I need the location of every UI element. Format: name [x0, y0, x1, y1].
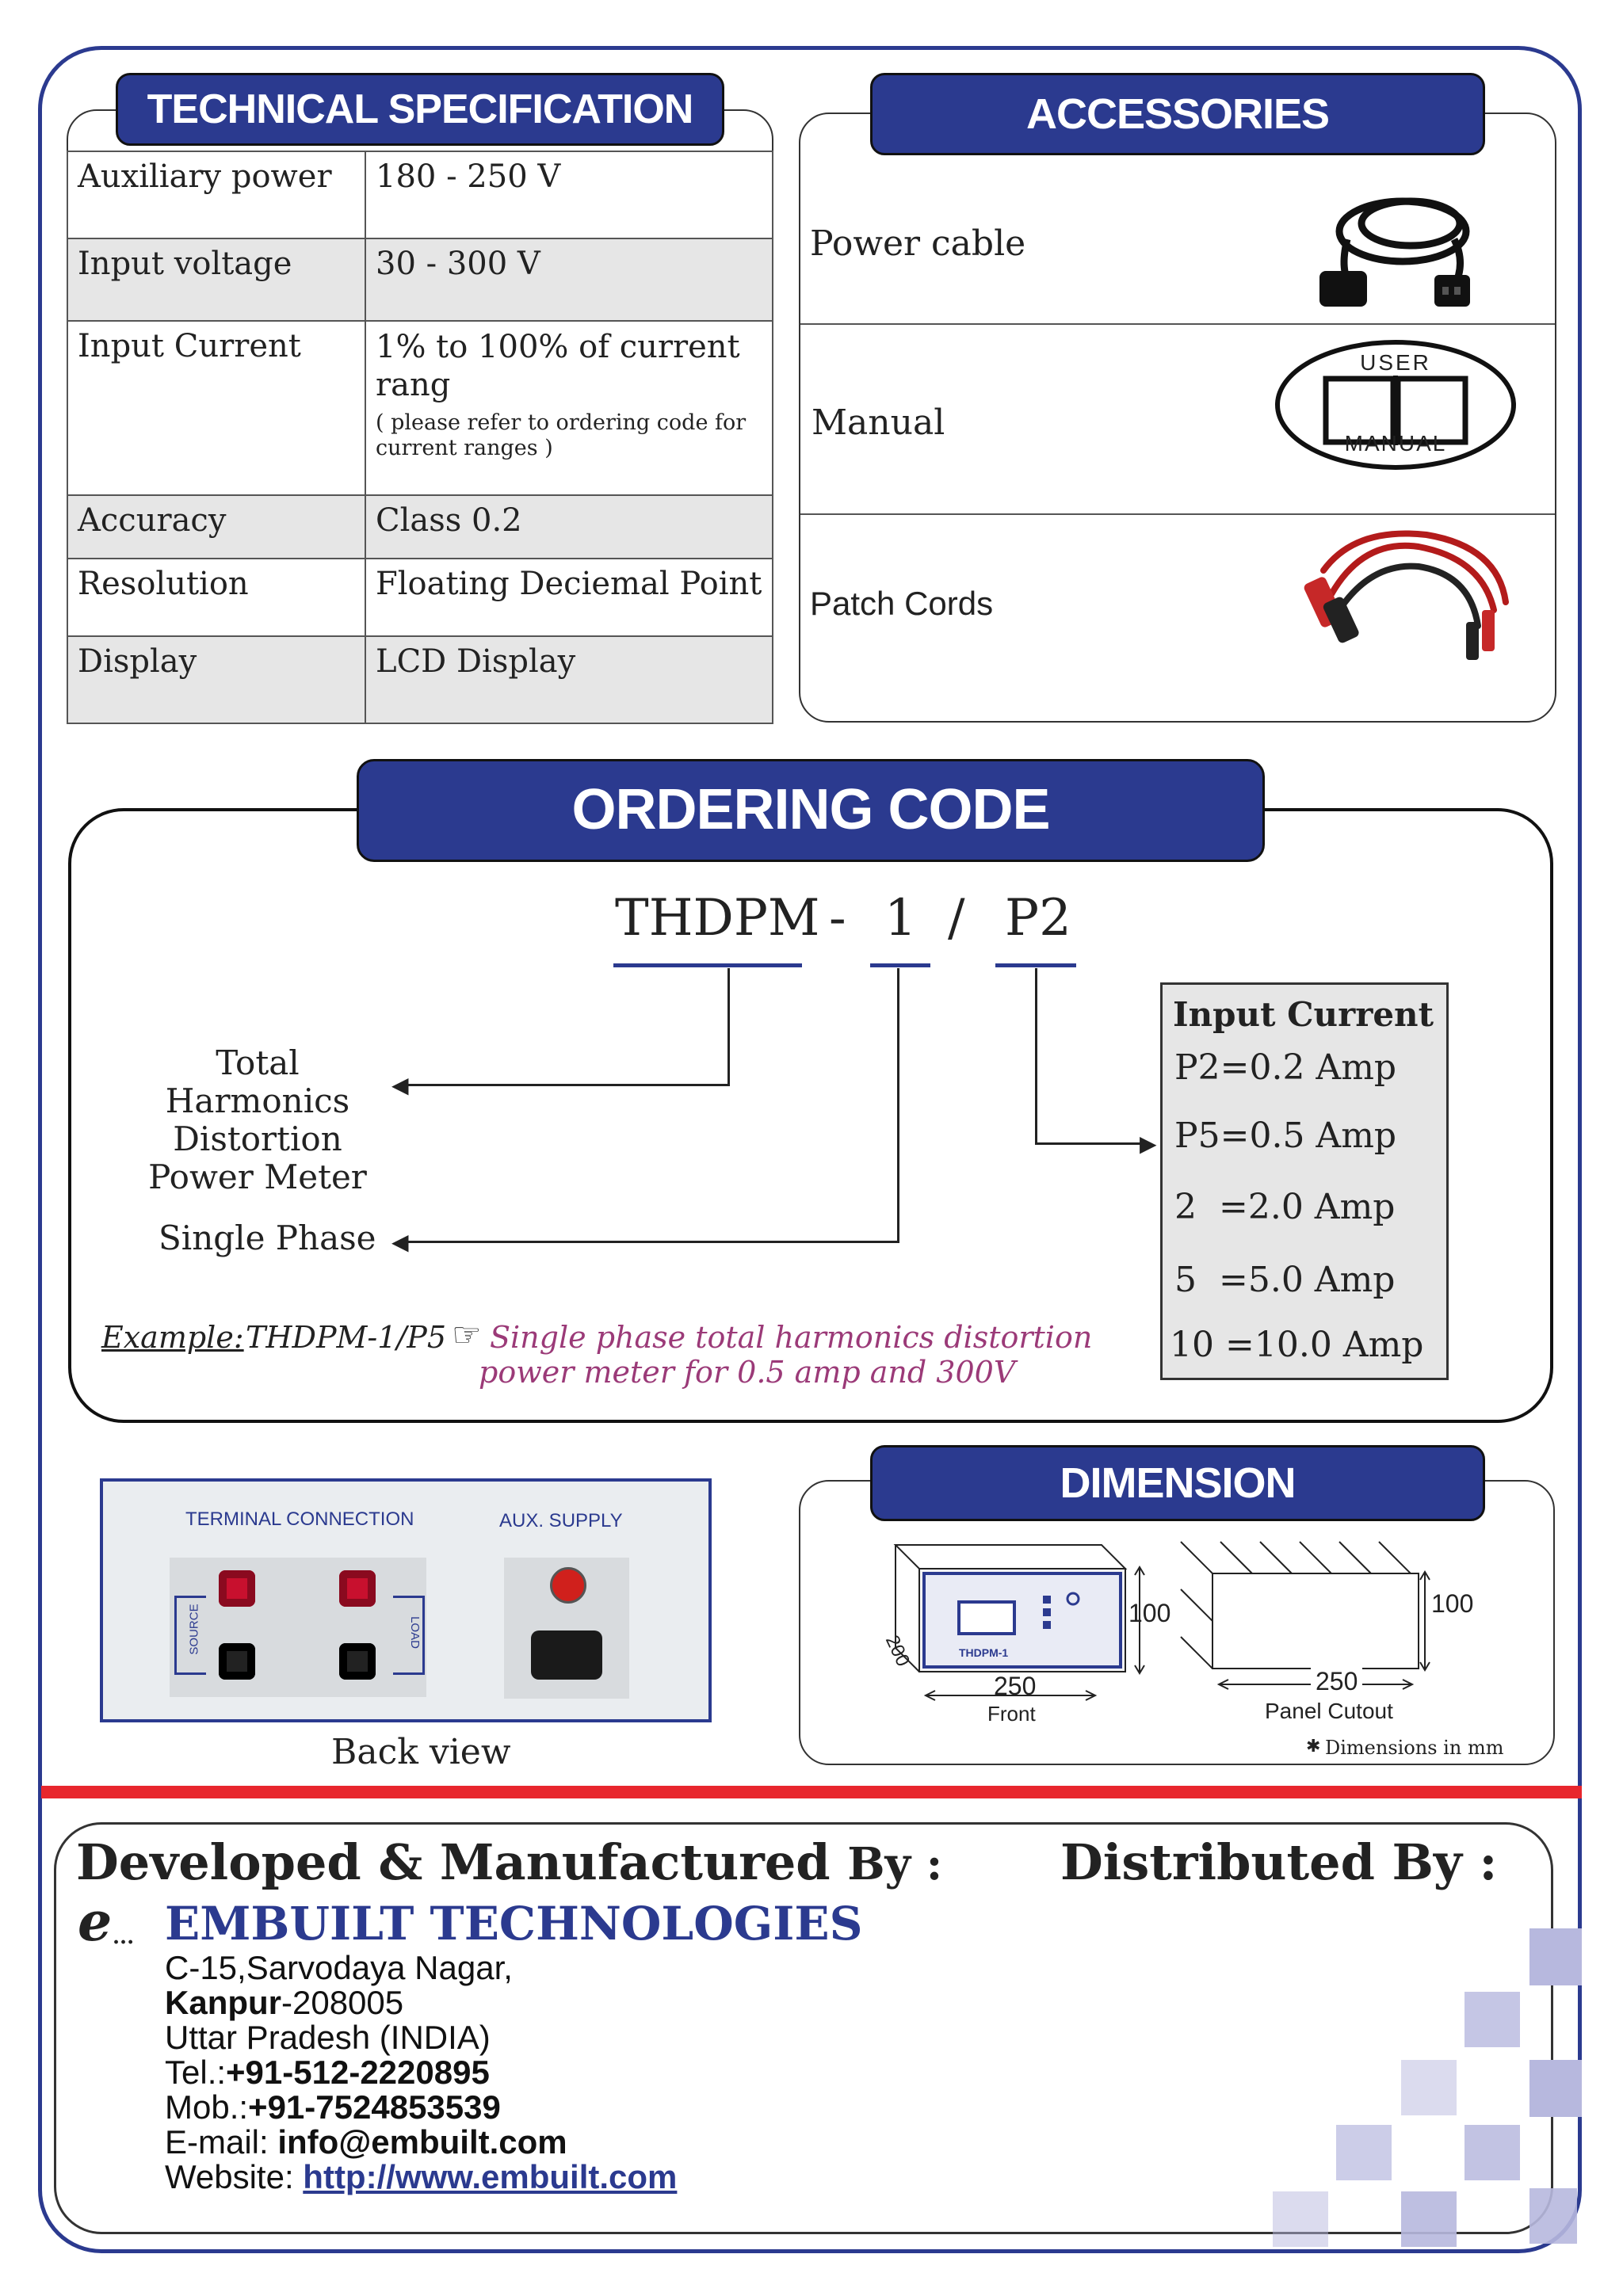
model-description — [119, 1044, 396, 1196]
code-part-model: THDPM — [615, 889, 820, 948]
input-current-item: P2=0.2 Amp — [1174, 1047, 1397, 1088]
back-view-caption: Back view — [331, 1732, 511, 1772]
city-line — [165, 1984, 403, 2022]
tel-number: +91-512-2220895 — [226, 2054, 490, 2091]
spec-value: Class 0.2 — [365, 495, 773, 559]
source-label: SOURCE — [187, 1604, 201, 1655]
spec-label: Resolution — [67, 559, 365, 636]
email-label: E-mail: — [165, 2123, 278, 2161]
arrow-left-icon: ◀ — [391, 1229, 409, 1255]
spec-row — [67, 321, 773, 495]
code-underline-phase — [870, 963, 930, 967]
spec-value: LCD Display — [365, 636, 773, 723]
power-switch — [550, 1567, 586, 1604]
terminal-black — [219, 1643, 255, 1680]
input-current-box — [1160, 982, 1449, 1380]
company-logo-icon: e — [78, 1890, 113, 1954]
manual-badge-bottom: MANUAL — [1344, 431, 1447, 456]
spec-value: 30 - 300 V — [365, 238, 773, 321]
connector-model-v — [727, 968, 730, 1085]
example-description: power meter for 0.5 amp and 300V — [479, 1355, 1016, 1390]
website-line — [165, 2158, 677, 2196]
decor-square — [1529, 2060, 1582, 2117]
spec-label: Input voltage — [67, 238, 365, 321]
connector-current-h — [1035, 1142, 1148, 1145]
terminal-black — [339, 1643, 376, 1680]
spec-row — [67, 559, 773, 636]
tech-spec-title: TECHNICAL SPECIFICATION — [116, 73, 724, 146]
spec-row — [67, 495, 773, 559]
cutout-height-label: 100 — [1431, 1589, 1474, 1618]
example-description: Single phase total harmonics distortion — [490, 1320, 1093, 1355]
model-description-line: Total Harmonics — [165, 1043, 350, 1120]
input-current-item: 5 =5.0 Amp — [1174, 1260, 1396, 1300]
code-separator: / — [948, 889, 965, 948]
spec-label: Input Current — [67, 321, 365, 495]
patch-cords-icon — [1300, 523, 1522, 666]
company-name: EMBUILT TECHNOLOGIES — [165, 1897, 863, 1951]
model-description-line: Power Meter — [148, 1158, 367, 1196]
pin: -208005 — [281, 1984, 404, 2021]
code-part-phase: 1 — [884, 889, 917, 948]
tel-label: Tel.: — [165, 2054, 227, 2091]
code-separator: - — [829, 889, 846, 948]
email-link[interactable]: info@embuilt.com — [277, 2123, 567, 2161]
decor-square — [1529, 1928, 1582, 1985]
front-device-label: THDPM-1 — [959, 1646, 1009, 1659]
decor-square — [1465, 1992, 1520, 2047]
spec-row — [67, 636, 773, 723]
code-part-current: P2 — [1005, 889, 1071, 948]
load-label: LOAD — [407, 1616, 422, 1649]
terminal-red — [219, 1570, 255, 1607]
tech-spec-table — [67, 151, 773, 724]
spec-label: Auxiliary power — [67, 151, 365, 238]
power-cable-icon — [1308, 176, 1482, 311]
developed-by-suffix: By : — [847, 1838, 943, 1890]
terminal-red — [339, 1570, 376, 1607]
city: Kanpur — [165, 1984, 281, 2021]
input-current-title: Input Current — [1173, 995, 1434, 1034]
decor-square — [1401, 2060, 1457, 2115]
accessory-label: Manual — [812, 402, 945, 443]
phase-description: Single Phase — [158, 1219, 376, 1257]
cutout-caption: Panel Cutout — [1265, 1699, 1393, 1723]
spec-value: 1% to 100% of current rang — [376, 329, 740, 403]
mob-number: +91-7524853539 — [248, 2088, 501, 2126]
example-label: Example: — [101, 1320, 244, 1355]
spec-value-cell — [365, 321, 773, 495]
connector-phase-h — [401, 1241, 899, 1243]
front-caption: Front — [987, 1702, 1036, 1726]
accessory-label: Power cable — [810, 223, 1026, 264]
front-depth-label: 200 — [880, 1631, 915, 1670]
aux-supply-label: AUX. SUPPLY — [499, 1510, 623, 1531]
terminal-connection-label: TERMINAL CONNECTION — [185, 1508, 414, 1530]
front-height-label: 100 — [1128, 1599, 1171, 1627]
input-current-item: 10 =10.0 Amp — [1170, 1325, 1424, 1365]
manual-badge-top: USER — [1360, 350, 1431, 375]
spec-value: Floating Deciemal Point — [365, 559, 773, 636]
pointing-hand-icon: ☞ — [452, 1315, 482, 1354]
arrow-left-icon: ◀ — [391, 1072, 409, 1098]
spec-value: 180 - 250 V — [365, 151, 773, 238]
spec-label: Accuracy — [67, 495, 365, 559]
decor-square — [1401, 2191, 1457, 2247]
decor-square — [1465, 2125, 1520, 2180]
decor-square — [1336, 2125, 1392, 2180]
address-line: C-15,Sarvodaya Nagar, — [165, 1949, 513, 1986]
input-current-item: 2 =2.0 Amp — [1174, 1187, 1396, 1227]
mob-line — [165, 2088, 501, 2126]
mob-label: Mob.: — [165, 2088, 249, 2126]
dimension-title: DIMENSION — [870, 1445, 1485, 1521]
decor-square — [1273, 2191, 1328, 2247]
cutout-width-label: 250 — [1311, 1667, 1362, 1696]
code-underline-model — [613, 963, 802, 967]
example-code: THDPM-1/P5 — [246, 1320, 446, 1355]
user-manual-icon — [1274, 339, 1517, 471]
website-link[interactable]: http://www.embuilt.com — [303, 2158, 678, 2195]
accessories-title: ACCESSORIES — [870, 73, 1485, 155]
spec-note: ( please refer to ordering code for current ranges ) — [376, 410, 747, 460]
tel-line — [165, 2054, 490, 2092]
developed-by-text: Developed & Manufactured — [76, 1833, 831, 1891]
developed-by-heading — [76, 1833, 942, 1891]
email-line — [165, 2123, 567, 2161]
connector-phase-v — [897, 968, 899, 1242]
decor-square — [1529, 2188, 1577, 2244]
ordering-code-title: ORDERING CODE — [357, 759, 1265, 862]
red-divider — [41, 1786, 1582, 1798]
spec-label: Display — [67, 636, 365, 723]
distributed-by-heading: Distributed By : — [1060, 1833, 1498, 1891]
front-width-label: 250 — [994, 1672, 1037, 1700]
dimension-note: Dimensions in mm — [1325, 1737, 1504, 1759]
terminal-block — [170, 1558, 426, 1697]
state-line: Uttar Pradesh (INDIA) — [165, 2019, 491, 2056]
model-description-line: Distortion — [173, 1119, 342, 1158]
power-socket — [531, 1630, 602, 1680]
website-label: Website: — [165, 2158, 304, 2195]
connector-current-v — [1035, 968, 1037, 1144]
asterisk-icon: ✱ — [1306, 1737, 1321, 1756]
spec-row — [67, 151, 773, 238]
input-current-item: P5=0.5 Amp — [1174, 1116, 1397, 1156]
accessory-label: Patch Cords — [810, 585, 994, 622]
code-underline-current — [995, 963, 1076, 967]
spec-row — [67, 238, 773, 321]
connector-model-h — [401, 1084, 730, 1086]
logo-dots: ... — [113, 1925, 135, 1949]
arrow-right-icon: ▶ — [1140, 1131, 1157, 1157]
